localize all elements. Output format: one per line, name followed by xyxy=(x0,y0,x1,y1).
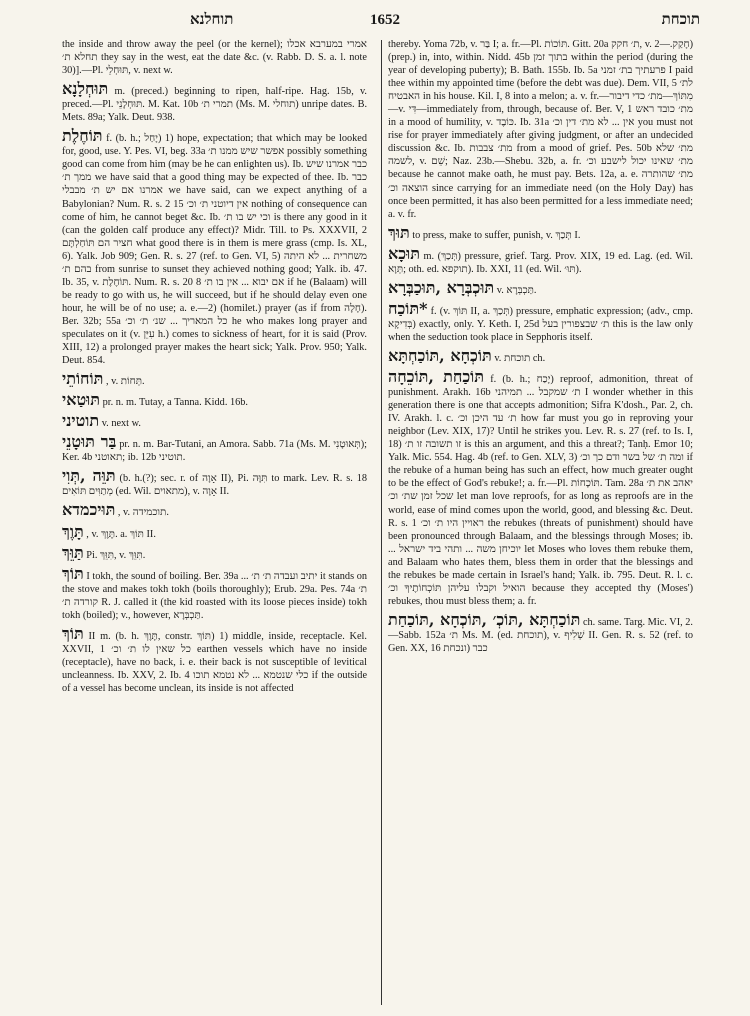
dictionary-entry xyxy=(388,298,693,344)
dictionary-entry xyxy=(388,609,694,655)
entry-headword: תּוּיכמדא xyxy=(62,500,116,520)
entry-text: m. (preced.) beginning to ripen, half-ripe. Hag. 15b, v. preced.—Pl. תּוּחְלָנֵי. M. Kat. 10b תמרי ת׳ (Ms. M. תוחלי) unripe dates. B. Mets. 89a; Yalk. Deut. 938. xyxy=(62,86,368,124)
entry-text: f. (b. h.; יָחַל) 1) hope, expectation; that which may be looked for, good, use. Y. Pes. VI, beg. 33a אפשר שיש ממנו ת׳ possibly something good can come from him (may be he can enlighten us). Ib. כבר אמרנו שיש ממך ת׳ we have said that a good thing may be expected of thee. Ib. כבר אמרנו אם יש ת׳ מבבלי we have said, can we expect anything of a Babylonian? Num. R. s. 2 15 אין דיוטני ת׳ וכ׳ nothing of consequence can come of him, he cannot beget &c. Ib. וכי יש בו ת׳ is there any good in it (can the golden calf produce any effect)? Midr. Till. to Ps. XXXVII, 2 חציר הם תּוֹחַלְתָּם what good there is in them is mere grass (cmp. Is. XL, 6). Yalk. Job 909; Gen. R. s. 27 (ref. to Gen. VI, 5) משחרית ... לא היתה בהם ת׳ from sunrise to sunset they achieved nothing good; Yalk. ib. 47. Ib. 35, v. תּוֹחֶלֶת. Num. R. s. 20 8 אם יבוא ... אין בו ת׳ if he (Balaam) will be ready to go with us, he will succeed, but if he should delay even one hour, he will be of no use; a. e.—2) (homilet.) prayer (as if from חָלָה). Ber. 32b; 55a כל המאריך ... שנ׳ ת׳ וכ׳ he who makes long prayer and speculates on it (v. עִיֵּן h.) comes to sickness of heart, for it is said (Prov. XIII, 12) a prolonged prayer makes the heart sick; Yalk. Prov. 950; Yalk. Deut. 854. xyxy=(62,133,368,367)
entry-text: , v. תָּוֶךְ. a. תּוֹךְ II. xyxy=(86,528,156,540)
entry-headword: תּוֹחוֹתֵי xyxy=(62,369,104,389)
entry-text: pr. n. m. Tutay, a Tanna. Kidd. 16b. xyxy=(102,397,249,409)
entry-text: (b. h.(?); sec. r. of אָוָה II), Pi. תִּוָּה to mark. Lev. R. s. 18 מְתַוִּים תּוֹאִים (ed. Wil. מתאוים), v. אָוָה II. xyxy=(62,473,367,498)
entry-headword: תּוֹחֶלֶת xyxy=(62,126,103,146)
entry-headword: *תּוֹכַח xyxy=(388,298,428,318)
dictionary-entry xyxy=(388,345,693,365)
entry-headword: תּוֹךְ xyxy=(62,623,84,643)
entry-headword: תּוֵּה ,תְּוִי xyxy=(62,466,116,486)
dictionary-entry xyxy=(62,466,367,498)
entry-headword: תּוּכָא xyxy=(388,243,420,263)
dictionary-entry xyxy=(62,623,368,695)
entry-headword: תּוּכְבְּרָא ,תּוּכַבְּרָא xyxy=(388,277,495,297)
dictionary-entry xyxy=(62,521,367,541)
entry-text: v. תַּכְבְּרָא. xyxy=(496,284,537,296)
entry-text: Pi. תִּוֵּךְ, v. תִּוֵּךְ. xyxy=(86,549,146,561)
dictionary-entry xyxy=(62,390,367,410)
entry-text: v. next w. xyxy=(101,418,141,430)
running-head-right: תוכחת xyxy=(661,12,700,28)
dictionary-entry xyxy=(62,38,367,77)
page-header xyxy=(60,10,710,36)
entry-headword: בַּר תּוּטָנֵי xyxy=(62,432,117,452)
right-column xyxy=(388,38,693,660)
dictionary-entry xyxy=(62,126,368,367)
entry-headword: תָּוֶךְ xyxy=(62,521,84,541)
entry-text: to press, make to suffer, punish, v. תְּכַךְ I. xyxy=(412,229,581,241)
entry-headword: תּוֹךְ xyxy=(62,563,84,583)
entry-headword: תוטיני xyxy=(62,411,100,431)
entry-text: II m. (b. h. תָּוֶךְ, constr. תּוֹךְ) 1) middle, inside, receptacle. Kel. XXVII, 1 כל שאין לו ת׳ וכ׳ earthen vessels which have no inside (receptacle), have no back, i. e. their back is not susceptible of levitical uncleanness. Ib. XXV, 2. Ib. 4 כלי שנטמא ... לא נטמא תוכו if the outside of a vessel has become unclean, its inside is not affected xyxy=(62,630,368,694)
dictionary-entry xyxy=(388,277,693,297)
dictionary-entry xyxy=(62,542,367,562)
entry-text: f. (b. h.; יָכַח) reproof, admonition, threat of punishment. Arakh. 16b ת׳ שמקבל ... תמיהני I wonder whether in this generation there is one that accepts admonition; Sifra K'dosh., Par. 2, ch. IV. Arakh. l. c. ת׳ עד היכן וכ׳ how far must you go in reproving your neighbor (Lev. XIX, 17)? Until he strikes you. Lev. R. s. 27 (ref. to Is. I, 18) זו תשובה זו ת׳ is this an argument, and this a threat?; Tanḥ. Emor 10; Yalk. Mic. 554. Hag. 4b (ref. to Gen. XLV, 3) ומה ת׳ של בשר ודם כך וכ׳ if the rebuke of a human being has such an effect, how much greater ought to be the effect of God's rebuke!; a. fr.—Pl. תּוֹכָחוֹת. Tam. 28a יאהב את ת׳ שכל זמן שת׳ וכ׳ let man love reproofs, for as long as reproofs are in the world, ease of mind comes upon the world, good, and blessing &c. Deut. R. s. 1 ראויין היו ת׳ וכ׳ the rebukes (threats of punishment) should have been pronounced through Balaam, and the blessings through Moses; ib. ... יוכיחן משה ... ותהי ביד ישראל let Moses who loves them rebuke them, and Balaam who hates them, bless them in order that the blessings and the rebukes be made certain in Israel's hand; Yalk. ib. 795. Deut. R. l. c. הואיל וקבלו עליהן תּוֹכְחוֹתֶיךָ וכ׳ because they accepted thy (Moses') rebukes, thou must bless them; a. fr. xyxy=(388,374,694,607)
entry-headword: תּוּחְלָנָא xyxy=(62,79,109,99)
entry-text: the inside and throw away the peel (or the kernel); אמרי במערבא אכלו תחלא ת׳ they say in the west, eat the date &c. (v. Rabb. D. S. a. l. note 30)].—Pl. תּוּחְלֵי, v. next w. xyxy=(62,39,367,77)
dictionary-entry xyxy=(388,38,693,221)
dictionary-entry xyxy=(388,243,694,276)
dictionary-entry xyxy=(62,500,367,520)
entry-text: pr. n. m. Bar-Tutani, an Amora. Sabb. 71a (Ms. M. תְּאוּטָנִי); Ker. 4b תאוטני; ib. 12b תוטיני. xyxy=(62,439,368,464)
entry-headword: תּוֹכַחַת ,תּוֹכֵחָה xyxy=(388,367,485,387)
dictionary-entry xyxy=(62,79,368,124)
entry-headword: תּוּטַאי xyxy=(62,390,100,410)
dictionary-entry xyxy=(62,411,367,431)
column-divider xyxy=(381,40,382,1005)
entry-headword: תּוֹכַחְתָּא ,תּוֹכְ׳ ,תּוֹכְחָא ,תּוֹכַחַת xyxy=(388,609,581,629)
dictionary-entry xyxy=(62,369,367,389)
dictionary-entry xyxy=(388,222,693,242)
entry-text: ch. same. Targ. Mic. VI, 2.—Sabb. 152a ת׳ Ms. M. (ed. תוכחת), v. שְׁלִיף II. Gen. R. s. 52 (ref. to Gen. XX, 16 כבר (ונכחת xyxy=(388,616,694,654)
entry-text: , v. תוכמידה. xyxy=(117,507,169,519)
entry-text: m. (תְּכַךְ) pressure, grief. Targ. Prov. XIX, 19 ed. Lag. (ed. Wil. תְּוָא; oth. ed. תוקפא). Ib. XXI, 11 (ed. Wil. תּוּ׳). xyxy=(388,250,694,275)
dictionary-entry xyxy=(62,432,368,464)
entry-headword: תַּוֵּךְ xyxy=(62,542,84,562)
left-column xyxy=(62,38,367,700)
dictionary-entry xyxy=(388,367,694,608)
entry-text: I tokh, the sound of boiling. Ber. 39a ... יתיב ועבדה ת׳ ת׳ it stands on the stove and makes tokh tokh (boils thoroughly); Erub. 29a. Pes. 74a ת׳ קורדה ת׳ R. J. called it (the kid roasted with its loose pieces inside) tokh tokh (boiled); v., however, תַּכְבְּרָא. xyxy=(62,570,368,621)
entry-text: f. (v. תּוֹךְ II, a. תְּכַךְ) pressure, emphatic expression; (adv., cmp. בְּדִיקָא) exactly, only. Y. Keth. I, 25d ת׳ שבצפורין בעל this is the law only when the seduction took place in Sepphoris itself. xyxy=(388,305,693,343)
entry-headword: תּוֹכְחָא ,תּוֹכַחְתָּא xyxy=(388,345,492,365)
running-head-left: תוחלנא xyxy=(190,12,234,28)
entry-headword: תּוּךְ xyxy=(388,222,410,242)
entry-text: thereby. Yoma 72b, v. בַּר I; a. fr.—Pl. תּוֹכוֹת. Gitt. 20a ת׳ חקק, v. חָקַק.—2) (prep.) in, into, within. Nidd. 45b בתוך זמן within the period (during the year of developing puberty); B. Bath. 155b. Ib. 5a פרעתיך בת׳ זמני I paid thee within my appointed time (before the debt was due). Dem. VII, 5 לת׳ האבטיח in his house. Kil. I, 8 into a melon; a. v. fr.—מִתּוֹךְ—מת׳ כדי דיבור—v. דִּי—immediately from, through, because of. Ber. V, 1 מת׳ כובד ראש in a mood of humility, v. כּוֹבֶד. Ib. 31a אין ... לא מת׳ דין וכ׳ you must not rise for prayer immediately after giving judgment, or after an undecided discussion &c. Ib. מת׳ צבבות from a mood of grief. Pes. 50b מת׳ שלא לשמה, v. שֵׁם; Naz. 23b.—Shebu. 32b, a. fr. מת׳ שאינו יכול לישבע וכ׳ because he cannot make oath, he must pay. Bets. 12a, a. e. מת׳ שהותרה הוצאה וכ׳ since carrying for an immediate need (on the Holy Day) has once been permitted, it has also been permitted for a less immediate need; a. v. fr. xyxy=(388,39,694,220)
dictionary-entry xyxy=(62,563,368,622)
entry-text: , v. תְּחוֹת. xyxy=(105,376,145,388)
page-number: 1652 xyxy=(370,12,400,28)
entry-text: v. תוכחת ch. xyxy=(494,352,546,364)
